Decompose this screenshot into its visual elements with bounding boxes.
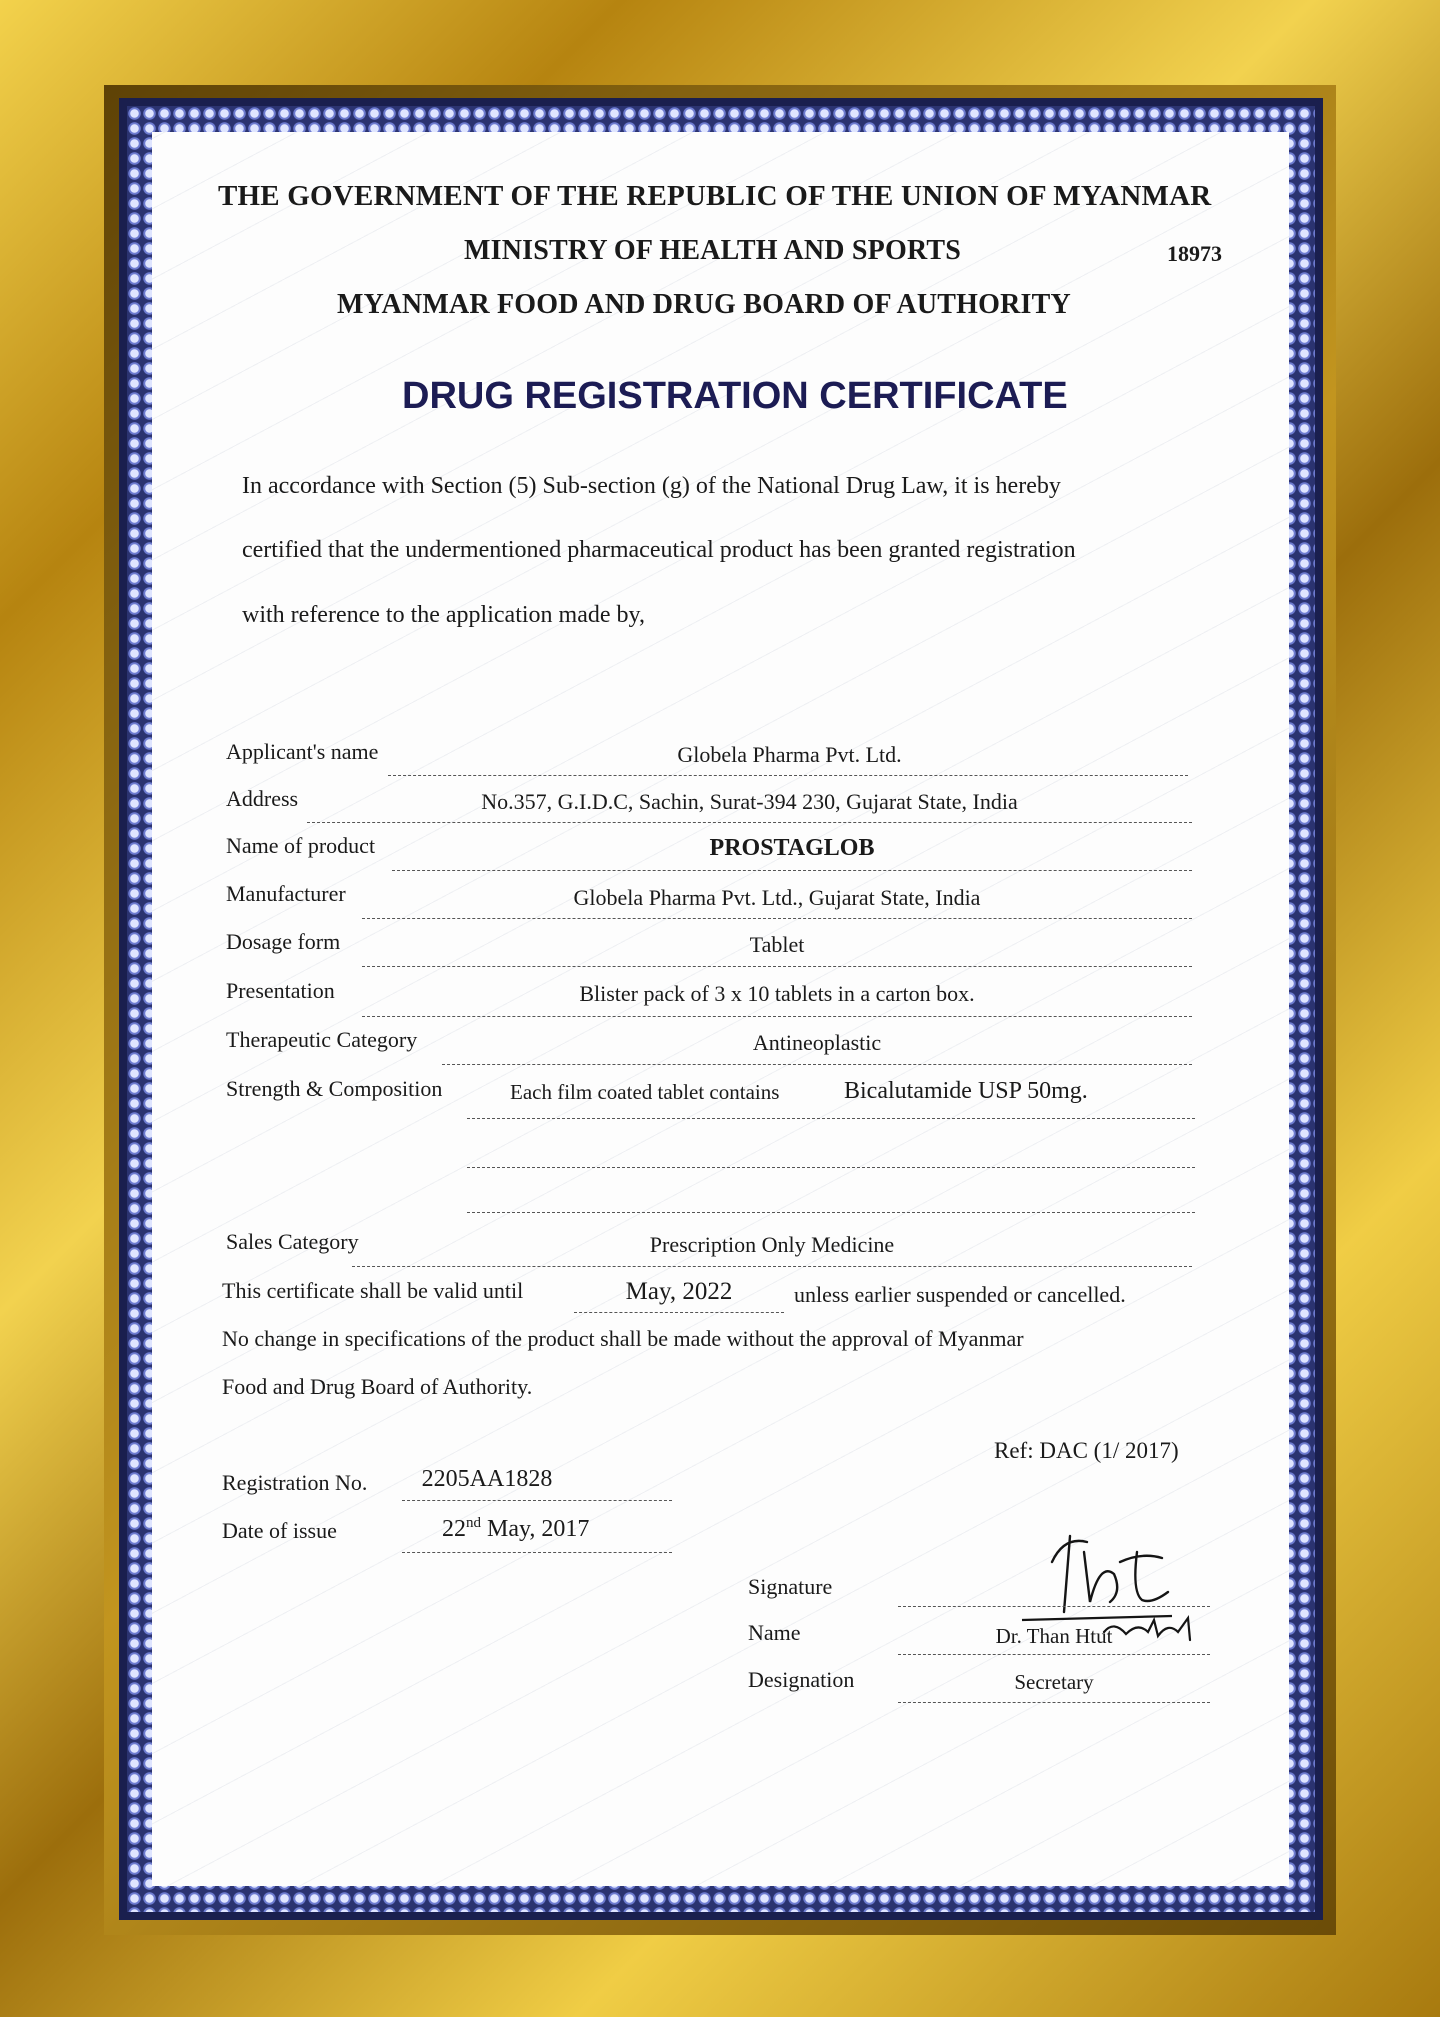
registration-label: Registration No. [222,1470,368,1495]
intro-line-2: certified that the undermentioned pharmaceutical product has been granted registration [242,537,1076,563]
intro-line-1: In accordance with Section (5) Sub-section (g) of the National Drug Law, it is hereby [242,473,1061,499]
issue-label: Date of issue [222,1518,337,1543]
applicant-line [388,775,1188,776]
sales-value: Prescription Only Medicine [649,1232,895,1257]
approval-note-line-2: Food and Drug Board of Authority. [222,1374,533,1399]
serial-number: 18973 [1167,241,1222,266]
dosage-label: Dosage form [226,929,341,954]
designation-value: Secretary [1014,1670,1094,1694]
manufacturer-label: Manufacturer [226,881,346,906]
dosage-line [362,966,1192,967]
presentation-label: Presentation [226,978,335,1003]
category-label: Therapeutic Category [226,1027,418,1052]
registration-line [402,1500,672,1501]
presentation-line [362,1016,1192,1017]
product-line [392,870,1192,871]
issue-day-suffix: nd [466,1515,481,1531]
issue-line [402,1552,672,1553]
manufacturer-line [362,918,1192,919]
strength-value-b: Bicalutamide USP 50mg. [844,1078,1088,1104]
reference-number: Ref: DAC (1/ 2017) [994,1438,1179,1463]
product-value: PROSTAGLOB [709,835,875,861]
validity-suffix: unless earlier suspended or cancelled. [794,1282,1126,1307]
handwritten-signature [992,1492,1222,1642]
applicant-label: Applicant's name [226,739,379,764]
signature-line [898,1606,1210,1607]
validity-prefix: This certificate shall be valid until [222,1278,524,1303]
dosage-value: Tablet [749,932,805,957]
sales-line [352,1266,1192,1267]
address-value: No.357, G.I.D.C, Sachin, Surat-394 230, Gujarat State, India [481,789,1018,814]
strength-line-3 [467,1212,1195,1213]
signatory-name: Dr. Than Htut [995,1624,1113,1648]
manufacturer-value: Globela Pharma Pvt. Ltd., Gujarat State, India [573,885,981,910]
validity-date: May, 2022 [625,1278,733,1305]
government-heading: THE GOVERNMENT OF THE REPUBLIC OF THE UNION OF MYANMAR [218,180,1212,212]
name-label: Name [748,1620,801,1645]
strength-line-2 [467,1167,1195,1168]
issue-month-year: May, 2017 [481,1516,590,1542]
strength-line-1 [467,1118,1195,1119]
certificate-title: DRUG REGISTRATION CERTIFICATE [402,375,1068,417]
strength-value-a: Each film coated tablet contains [510,1080,780,1104]
authority-heading: MYANMAR FOOD AND DRUG BOARD OF AUTHORITY [337,289,1071,320]
certificate-paper [152,132,1289,1886]
approval-note-line-1: No change in specifications of the product shall be made without the approval of Myanmar [222,1326,1024,1351]
signature-label: Signature [748,1574,833,1599]
applicant-value: Globela Pharma Pvt. Ltd. [677,742,902,767]
designation-label: Designation [748,1667,855,1692]
category-line [442,1064,1192,1065]
category-value: Antineoplastic [752,1030,882,1055]
ministry-heading: MINISTRY OF HEALTH AND SPORTS [464,235,962,266]
product-label: Name of product [226,833,376,858]
address-label: Address [226,786,299,811]
issue-day: 22 [442,1516,466,1542]
strength-label: Strength & Composition [226,1076,443,1101]
designation-line [898,1702,1210,1703]
address-line [307,822,1192,823]
validity-line [574,1312,784,1313]
name-line [898,1654,1210,1655]
issue-date [442,1515,589,1543]
presentation-value: Blister pack of 3 x 10 tablets in a carton box. [579,981,975,1006]
sales-label: Sales Category [226,1229,359,1254]
intro-line-3: with reference to the application made by, [242,602,645,628]
registration-value: 2205AA1828 [421,1466,553,1492]
